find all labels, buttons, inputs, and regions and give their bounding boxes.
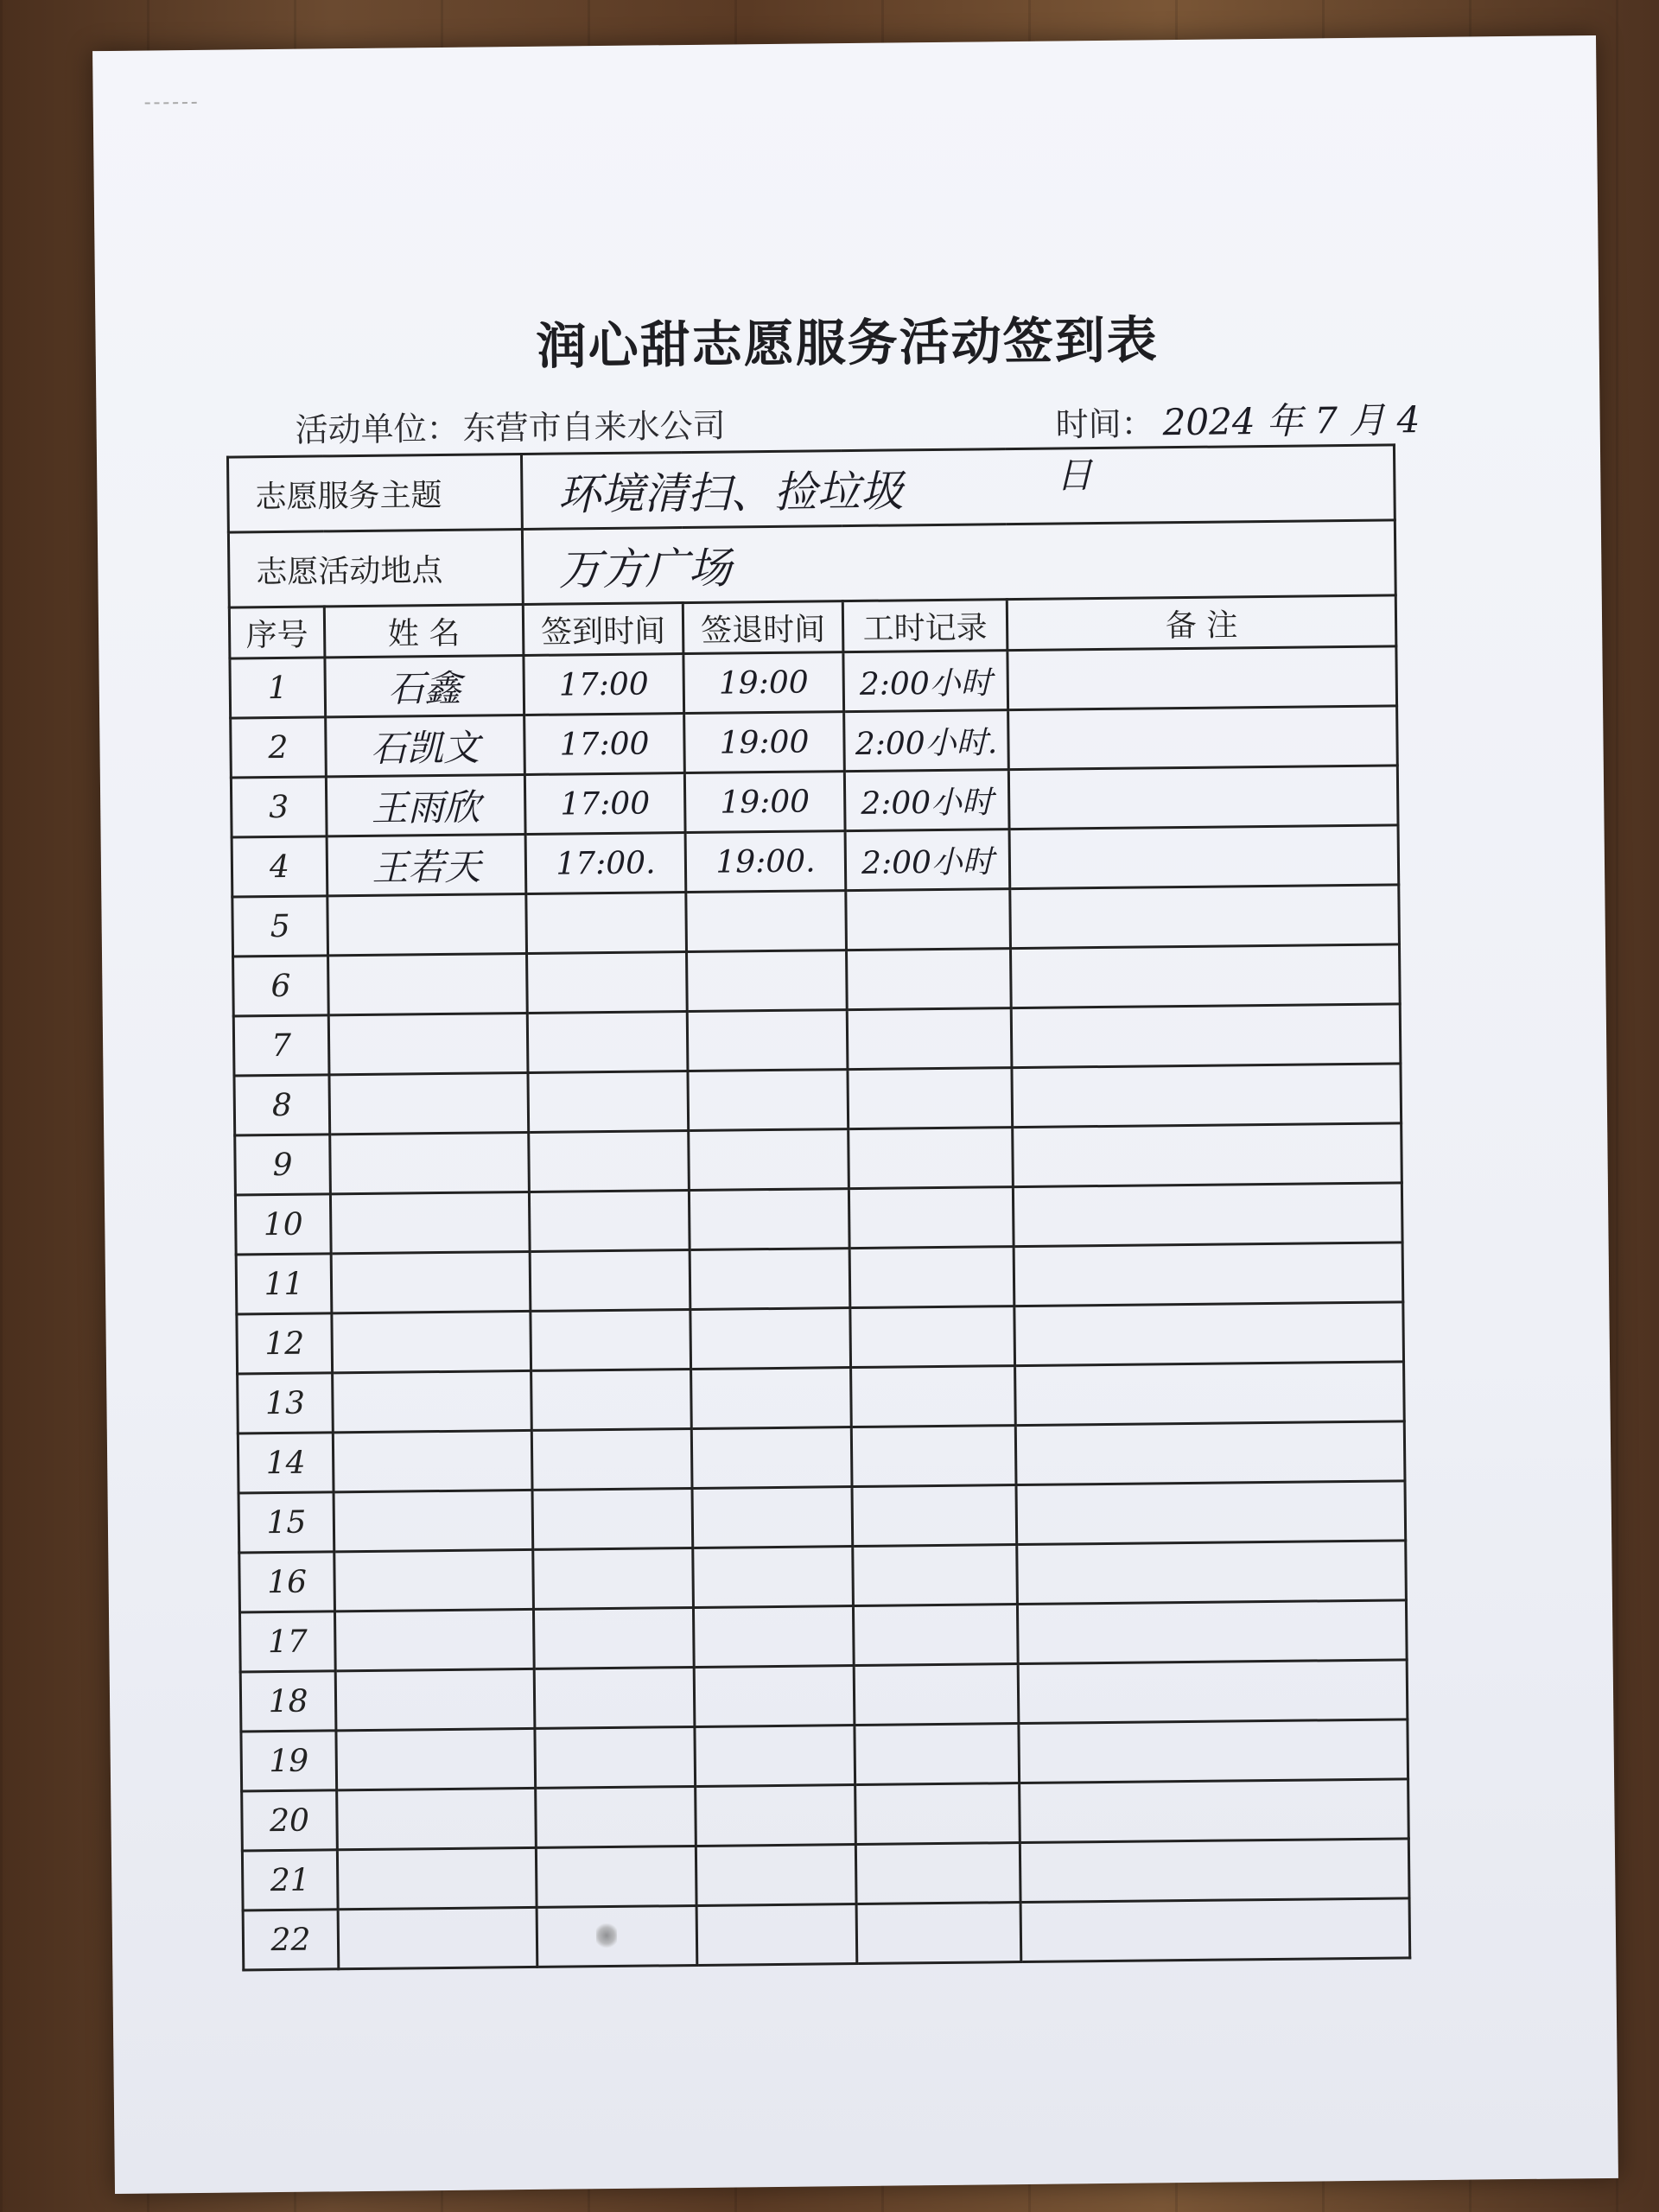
row-sign-in-time: [527, 1012, 688, 1073]
row-name: [330, 1192, 530, 1253]
row-sign-in-time: [536, 1786, 696, 1847]
row-sign-out-time: [690, 1249, 850, 1310]
row-number: 4: [232, 836, 327, 897]
row-sign-in-time: [527, 952, 688, 1014]
row-sign-in-time: [531, 1429, 692, 1491]
punch-mark: [145, 102, 197, 113]
row-hours: [849, 1128, 1014, 1189]
row-hours: [855, 1843, 1020, 1904]
row-sign-out-time: [694, 1666, 855, 1727]
row-name: 石鑫: [325, 655, 524, 716]
row-sign-out-time: [689, 1129, 849, 1191]
org-label: 活动单位：: [295, 409, 460, 449]
row-sign-out-time: 19:00.: [685, 831, 846, 893]
header-note: 备 注: [1007, 595, 1396, 651]
row-note: [1011, 944, 1401, 1008]
row-name: [330, 1132, 530, 1193]
row-note: [1014, 1302, 1404, 1366]
row-sign-out-time: [691, 1427, 852, 1489]
row-note: [1020, 1839, 1409, 1903]
row-hours: [856, 1903, 1021, 1964]
row-sign-out-time: [690, 1308, 851, 1370]
row-name: 王若天: [327, 834, 526, 895]
row-hours: 2:00小时: [844, 770, 1009, 831]
row-name: [329, 1072, 529, 1134]
sheet-title: 润心甜志愿服务活动签到表: [536, 310, 1159, 376]
row-sign-in-time: [529, 1191, 690, 1252]
row-sign-out-time: [696, 1785, 856, 1847]
org-value: 东营市自来水公司: [462, 406, 726, 448]
header-sign-in: 签到时间: [523, 603, 683, 656]
row-note: [1020, 1779, 1409, 1843]
theme-row: [227, 445, 1395, 532]
row-name: [328, 953, 528, 1014]
row-hours: [855, 1724, 1020, 1785]
row-hours: 2:00小时.: [844, 710, 1009, 772]
row-sign-in-time: [533, 1607, 694, 1669]
row-hours: [851, 1366, 1016, 1427]
row-sign-in-time: 17:00: [524, 714, 685, 775]
row-sign-out-time: [686, 891, 847, 952]
row-sign-out-time: [692, 1487, 853, 1548]
row-sign-in-time: [532, 1489, 693, 1550]
row-number: 19: [241, 1731, 337, 1791]
row-sign-out-time: 19:00: [683, 652, 844, 714]
row-sign-in-time: 17:00: [524, 773, 685, 835]
row-note: [1013, 1123, 1402, 1187]
row-note: [1012, 1064, 1402, 1128]
row-name: 王雨欣: [326, 774, 525, 836]
row-sign-in-time: [528, 1071, 689, 1133]
sign-in-table: [226, 443, 1411, 1971]
row-name: [328, 1013, 528, 1074]
theme-value: 环境清扫、捡垃圾: [521, 445, 1395, 530]
row-sign-out-time: [688, 1070, 849, 1131]
row-note: [1008, 766, 1398, 830]
row-sign-out-time: [691, 1368, 852, 1429]
sign-in-sheet-paper: [92, 35, 1618, 2194]
location-label: 志愿活动地点: [228, 530, 523, 608]
row-sign-out-time: [689, 1189, 849, 1250]
row-number: 7: [233, 1015, 329, 1076]
row-sign-out-time: [687, 950, 848, 1012]
row-number: 20: [242, 1790, 338, 1851]
row-number: 14: [238, 1433, 334, 1493]
row-sign-out-time: 19:00: [684, 772, 845, 833]
row-name: [336, 1728, 536, 1789]
row-name: [334, 1609, 534, 1670]
row-number: 16: [239, 1552, 335, 1612]
row-note: [1009, 825, 1399, 889]
theme-label: 志愿服务主题: [227, 454, 522, 533]
row-hours: [854, 1664, 1019, 1726]
row-number: 8: [234, 1075, 330, 1135]
row-sign-out-time: 19:00: [684, 712, 845, 773]
row-note: [1013, 1183, 1402, 1247]
row-sign-in-time: [536, 1846, 696, 1907]
row-number: 12: [237, 1313, 333, 1374]
row-name: [333, 1430, 532, 1491]
row-name: [335, 1669, 535, 1730]
row-sign-in-time: [535, 1726, 696, 1788]
row-hours: [855, 1783, 1020, 1845]
row-note: [1015, 1421, 1405, 1485]
location-row: [228, 520, 1395, 607]
row-sign-out-time: [696, 1845, 856, 1906]
row-number: 1: [230, 658, 326, 718]
row-number: 6: [233, 956, 329, 1016]
row-note: [1017, 1600, 1407, 1664]
row-number: 2: [231, 717, 327, 778]
row-name: [337, 1847, 537, 1909]
row-note: [1017, 1541, 1407, 1605]
row-sign-out-time: [696, 1904, 857, 1966]
row-number: 3: [231, 777, 327, 837]
row-name: [338, 1907, 537, 1968]
row-hours: [851, 1426, 1016, 1487]
row-hours: [850, 1306, 1015, 1368]
row-number: 15: [238, 1492, 334, 1553]
ink-smudge: [596, 1921, 617, 1950]
row-name: 石凯文: [326, 715, 525, 776]
row-note: [1015, 1362, 1405, 1426]
row-hours: [853, 1605, 1018, 1666]
row-note: [1020, 1898, 1410, 1962]
header-sign-out: 签退时间: [683, 601, 843, 654]
row-sign-out-time: [687, 1010, 848, 1071]
row-hours: [847, 949, 1012, 1010]
row-sign-in-time: [534, 1667, 695, 1728]
row-note: [1007, 646, 1397, 710]
row-number: 11: [236, 1254, 332, 1314]
date-value: 2024 年 7 月 4 日: [1056, 398, 1421, 497]
header-hours: 工时记录: [842, 600, 1007, 652]
row-sign-in-time: [530, 1250, 690, 1312]
row-note: [1014, 1243, 1403, 1306]
row-name: [334, 1549, 534, 1611]
location-value: 万方广场: [522, 520, 1395, 605]
row-hours: 2:00小时: [845, 830, 1010, 891]
row-note: [1018, 1660, 1408, 1724]
row-sign-in-time: 17:00: [524, 654, 684, 715]
row-name: [333, 1370, 532, 1432]
row-note: [1019, 1719, 1408, 1783]
row-note: [1016, 1481, 1406, 1545]
row-name: [332, 1311, 531, 1372]
row-sign-out-time: [695, 1726, 855, 1787]
row-hours: [852, 1485, 1017, 1547]
row-number: 17: [239, 1611, 335, 1672]
row-number: 18: [240, 1671, 336, 1732]
row-sign-in-time: [533, 1548, 694, 1609]
row-hours: 2:00小时: [843, 651, 1008, 712]
row-sign-in-time: [529, 1131, 690, 1192]
row-number: 10: [235, 1194, 331, 1255]
row-number: 5: [232, 896, 328, 957]
row-number: 21: [242, 1850, 338, 1910]
row-hours: [848, 1068, 1013, 1129]
row-hours: [849, 1247, 1014, 1308]
row-note: [1011, 1004, 1401, 1068]
table-row: [243, 1898, 1410, 1970]
row-hours: [853, 1545, 1018, 1606]
row-name: [327, 893, 527, 955]
row-hours: [846, 889, 1011, 950]
row-hours: [847, 1008, 1012, 1070]
row-number: 13: [238, 1373, 334, 1433]
row-number: 9: [235, 1135, 331, 1195]
header-no: 序号: [229, 607, 325, 658]
date-label: 时间：: [1055, 404, 1154, 444]
row-note: [1010, 885, 1400, 949]
row-sign-in-time: 17:00.: [525, 833, 686, 894]
row-name: [331, 1251, 531, 1313]
row-sign-out-time: [693, 1547, 854, 1608]
header-name: 姓 名: [324, 604, 524, 657]
row-number: 22: [243, 1910, 339, 1970]
row-sign-in-time: [526, 893, 687, 954]
row-note: [1008, 706, 1398, 770]
row-hours: [849, 1187, 1014, 1249]
row-sign-out-time: [693, 1606, 854, 1668]
row-sign-in-time: [531, 1310, 691, 1371]
row-name: [337, 1788, 537, 1849]
row-name: [334, 1490, 533, 1551]
row-sign-in-time: [531, 1370, 692, 1431]
